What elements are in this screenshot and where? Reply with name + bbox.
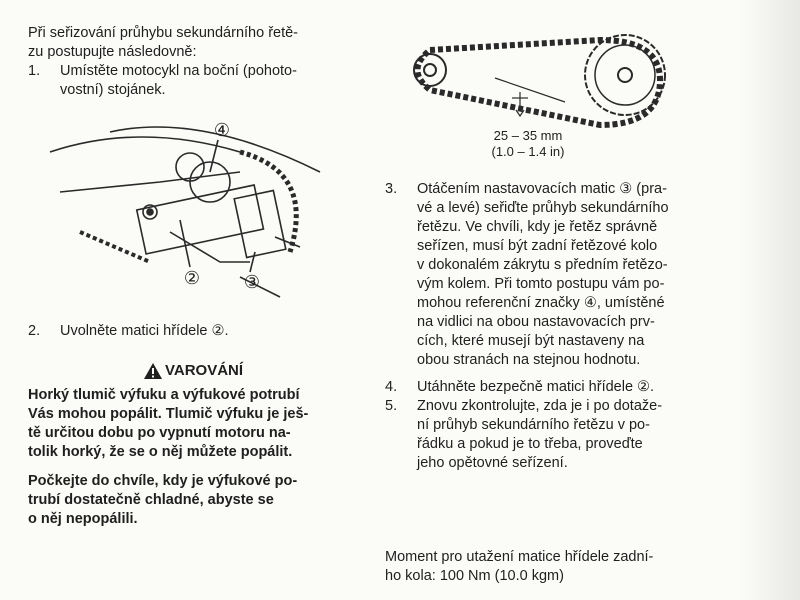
step-3-line: vé a levé) seřiďte průhyb sekundárního [417,200,669,216]
step-number: 3. [385,181,398,197]
step-text [60,62,358,100]
torque-line-1: Moment pro utažení matice hřídele zadní- [385,549,654,565]
chain-adjuster-illustration [40,112,330,312]
step-text: Uvolněte matici hřídele ②. [60,323,229,339]
step-number: 2. [28,323,41,339]
warning-line: o něj nepopálili. [28,511,138,527]
step-1 [28,62,358,100]
deflection-measurement [468,128,588,160]
warning-line: Počkejte do chvíle, kdy je výfukové po- [28,473,298,489]
warning-line: trubí dostatečně chladné, abyste se [28,492,274,508]
step-3-line: seřízen, musí být zadní řetězové kolo [417,238,658,254]
step-number: 5. [385,398,398,414]
step-number: 4. [385,379,398,395]
step-text [417,397,715,473]
step-1-line-2: vostní) stojánek. [60,82,166,98]
warning-line: tolik horký, že se o něj můžete popálit. [28,444,293,460]
warning-title: VAROVÁNÍ [164,362,244,379]
step-text [417,180,715,370]
step-3-line: Otáčením nastavovacích matic ③ (pra- [417,181,667,197]
measurement-mm: 25 – 35 mm [493,128,563,143]
warning-paragraph-1 [28,386,358,462]
right-column [385,180,715,473]
step-5-line: ní průhyb sekundárního řetězu v po- [417,417,650,433]
chain-deflection-illustration [400,30,680,140]
step-text: Utáhněte bezpečně matici hřídele ②. [417,379,655,395]
step-3-line: v dokonalém zákrytu s předním řetězo- [417,257,668,273]
intro-line-2: zu postupujte následovně: [28,44,197,60]
intro-text [28,24,348,62]
step-3-line: mohou referenční značky ④, umístěné [417,295,665,311]
step-1-line-1: Umístěte motocykl na boční (pohoto- [60,63,297,79]
step-5-line: Znovu zkontrolujte, zda je i po dotaže- [417,398,663,414]
step-5-line: řádku a pokud je to třeba, proveďte [417,436,643,452]
step-3-line: cích, které musejí být nastaveny na [417,333,645,349]
step-3-line: obou stranách na stejnou hodnotu. [417,352,641,368]
warning-paragraph-2 [28,472,358,529]
page-shadow [740,0,800,600]
step-5 [385,397,715,473]
label-3: ③ [243,272,261,293]
step-number: 1. [28,63,41,79]
warning-heading [28,361,358,380]
step-3-line: řetězu. Ve chvíli, kdy je řetěz správně [417,219,658,235]
measurement-in: (1.0 – 1.4 in) [491,144,565,159]
step-3-line: vým kolem. Při tomto postupu vám po- [417,276,665,292]
label-2: ② [183,268,201,289]
torque-spec [385,548,715,586]
step-2 [28,322,358,341]
step-3-line: na vidlici na obou nastavovacích prv- [417,314,655,330]
warning-line: Vás mohou popálit. Tlumič výfuku je ješ- [28,406,309,422]
step-4 [385,378,715,397]
warning-triangle-icon [143,362,163,380]
warning-line: Horký tlumič výfuku a výfukové potrubí [28,387,300,403]
step-3 [385,180,715,370]
torque-line-2: ho kola: 100 Nm (10.0 kgm) [385,568,564,584]
label-4: ④ [213,120,231,141]
intro-line-1: Při seřizování průhybu sekundárního řetě- [28,25,299,41]
step-5-line: jeho opětovné seřízení. [417,455,568,471]
warning-line: tě určitou dobu po vypnutí motoru na- [28,425,291,441]
